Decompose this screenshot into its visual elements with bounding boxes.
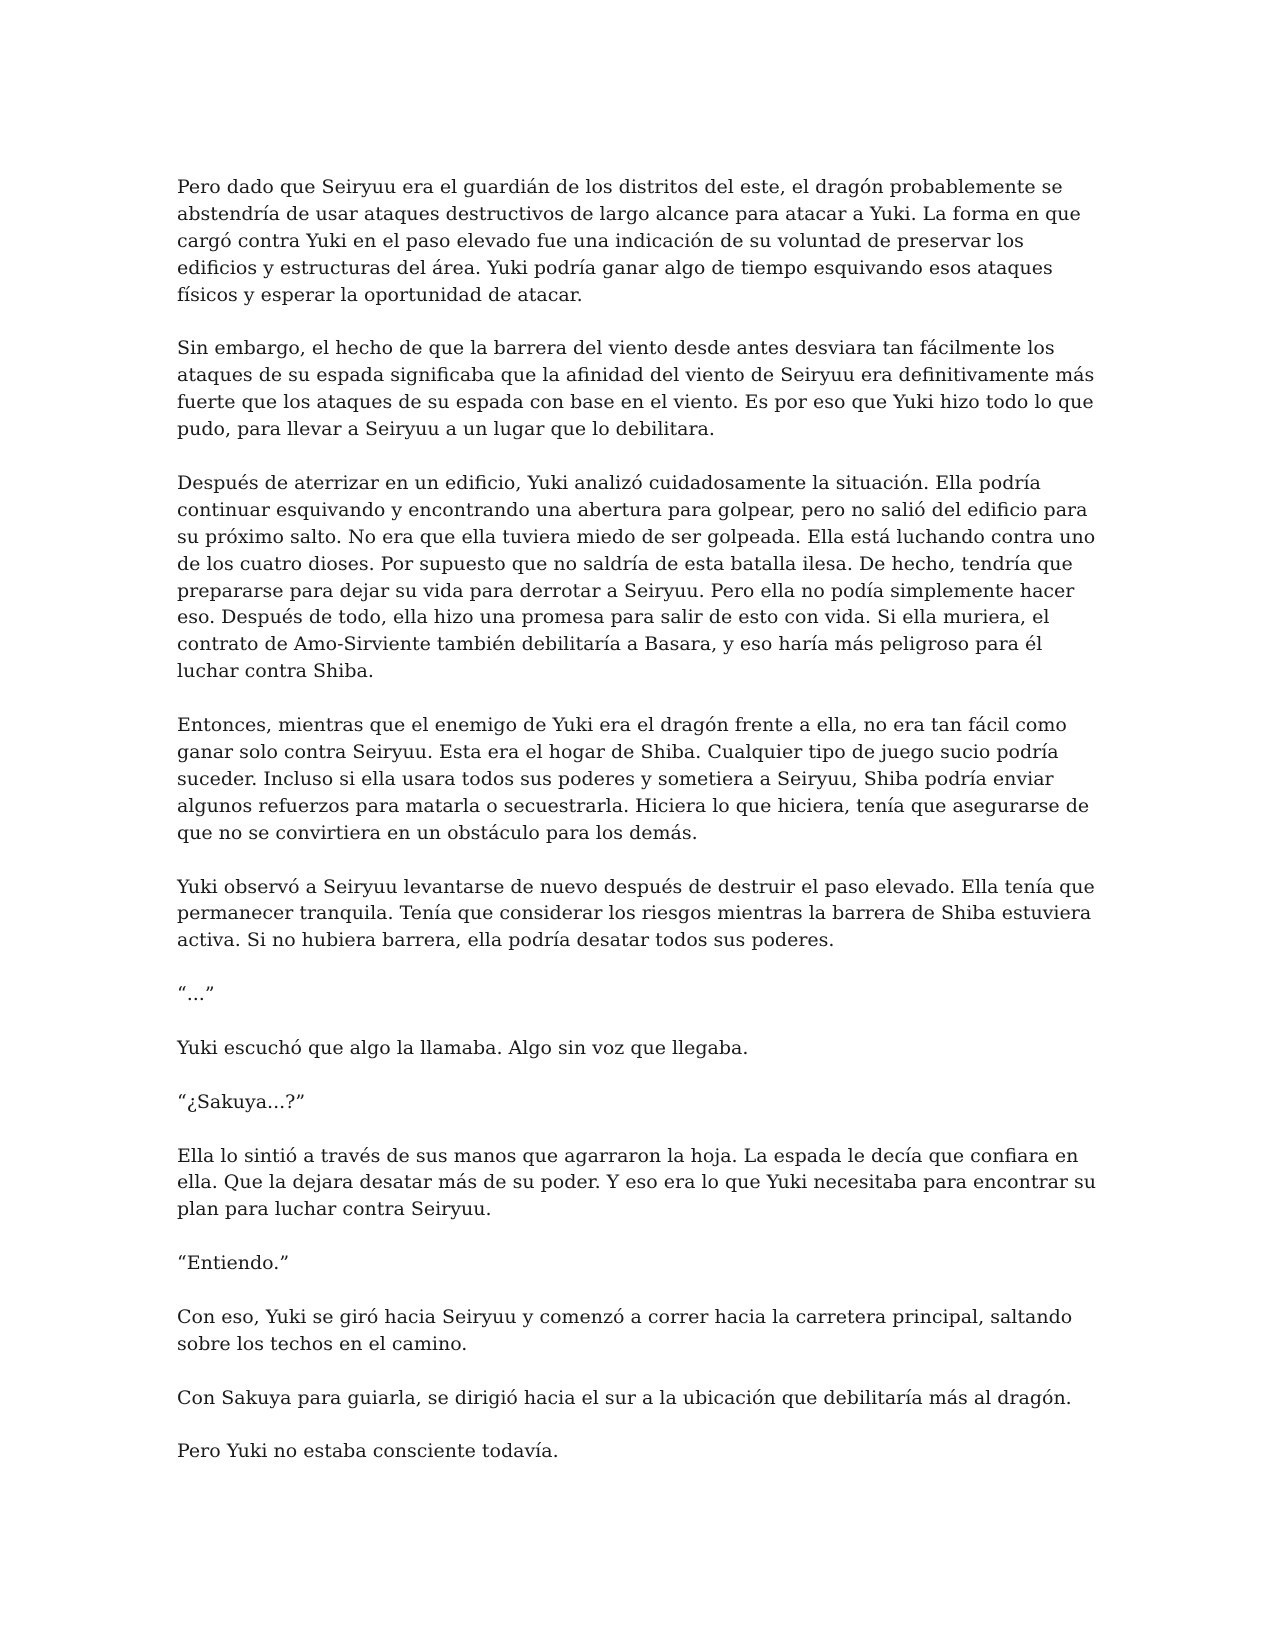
paragraph: Yuki escuchó que algo la llamaba. Algo sin voz que llegaba. [177,1036,749,1059]
paragraph: Con eso, Yuki se giró hacia Seiryuu y comenzó a correr hacia la carretera principal, saltando sobre los techos en el camino. [177,1305,1073,1355]
paragraph: Yuki observó a Seiryuu levantarse de nuevo después de destruir el paso elevado. Ella tenía que permanecer tranquila. Tenía que considerar los riesgos mientras la barrera de Shiba estuviera activa. Si no hubiera barrera, ella podría desatar todos sus poderes. [177,875,1095,952]
paragraph: Sin embargo, el hecho de que la barrera del viento desde antes desviara tan fácilmente los ataques de su espada significaba que la afinidad del viento de Seiryuu era definitivamente más fuerte que los ataques de su espada con base en el viento. Es por eso que Yuki hizo todo lo que pudo, para llevar a Seiryuu a un lugar que lo debilitara. [177,337,1095,441]
paragraph: Después de aterrizar en un edificio, Yuki analizó cuidadosamente la situación. Ella podría continuar esquivando y encontrando una abertura para golpear, pero no salió del edificio para su próximo salto. No era que ella tuviera miedo de ser golpeada. Ella está luchando contra uno de los cuatro dioses. Por supuesto que no saldría de esta batalla ilesa. De hecho, tendría que prepararse para dejar su vida para derrotar a Seiryuu. Pero ella no podía simplemente hacer eso. Después de todo, ella hizo una promesa para salir de esto con vida. Si ella muriera, el contrato de Amo-Sirviente también debilitaría a Basara, y eso haría más peligroso para él luchar contra Shiba. [177,471,1096,683]
document-body [177,174,1107,1492]
dialogue-line: “Entiendo.” [177,1252,290,1275]
dialogue-line: “¿Sakuya...?” [177,1090,306,1113]
paragraph: Ella lo sintió a través de sus manos que agarraron la hoja. La espada le decía que confiara en ella. Que la dejara desatar más de su poder. Y eso era lo que Yuki necesitaba para encontrar su plan para luchar contra Seiryuu. [177,1144,1097,1221]
paragraph: Pero dado que Seiryuu era el guardián de los distritos del este, el dragón probablemente se abstendría de usar ataques destructivos de largo alcance para atacar a Yuki. La forma en que cargó contra Yuki en el paso elevado fue una indicación de su voluntad de preservar los edificios y estructuras del área. Yuki podría ganar algo de tiempo esquivando esos ataques físicos y esperar la oportunidad de atacar. [177,176,1081,306]
paragraph: Con Sakuya para guiarla, se dirigió hacia el sur a la ubicación que debilitaría más al dragón. [177,1386,1072,1409]
dialogue-line: “...” [177,983,215,1006]
paragraph: Pero Yuki no estaba consciente todavía. [177,1440,559,1463]
paragraph: Entonces, mientras que el enemigo de Yuki era el dragón frente a ella, no era tan fácil como ganar solo contra Seiryuu. Esta era el hogar de Shiba. Cualquier tipo de juego sucio podría suceder. Incluso si ella usara todos sus poderes y sometiera a Seiryuu, Shiba podría enviar algunos refuerzos para matarla o secuestrarla. Hiciera lo que hiciera, tenía que asegurarse de que no se convirtiera en un obstáculo para los demás. [177,714,1090,844]
